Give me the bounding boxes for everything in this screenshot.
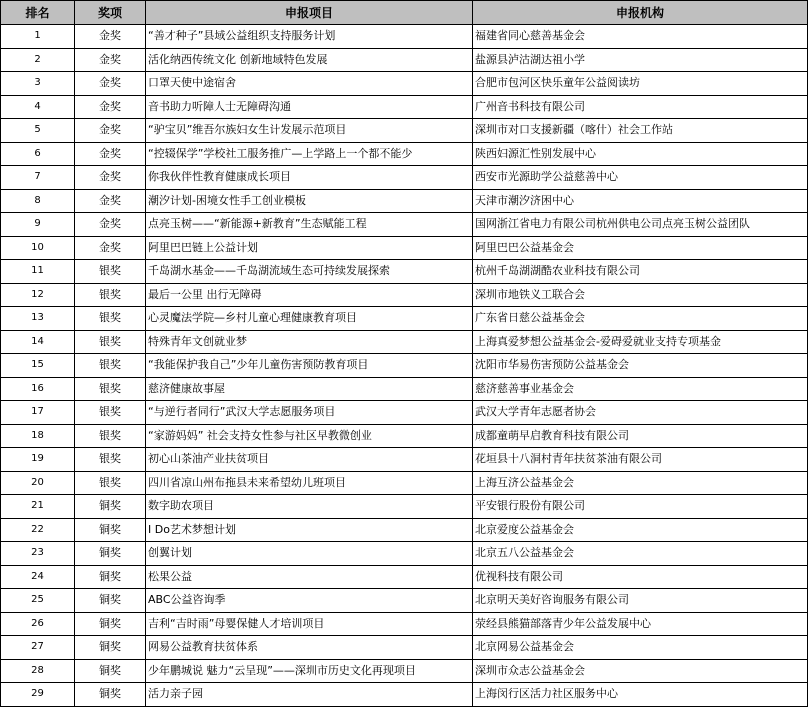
table-row: [1, 213, 808, 237]
award-cell: 铜奖: [75, 636, 146, 660]
award-cell: 铜奖: [75, 589, 146, 613]
rank-cell: 10: [1, 236, 75, 260]
project-cell: I Do艺术梦想计划: [146, 518, 473, 542]
table-row: [1, 330, 808, 354]
org-cell: 花垣县十八洞村青年扶贫茶油有限公司: [473, 448, 808, 472]
rank-cell: 21: [1, 495, 75, 519]
rank-cell: 9: [1, 213, 75, 237]
award-cell: 金奖: [75, 119, 146, 143]
award-cell: 金奖: [75, 95, 146, 119]
rank-cell: 1: [1, 25, 75, 49]
org-cell: 平安银行股份有限公司: [473, 495, 808, 519]
org-cell: 深圳市地铁义工联合会: [473, 283, 808, 307]
project-cell: 潮汐计划-困境女性手工创业模板: [146, 189, 473, 213]
award-cell: 银奖: [75, 377, 146, 401]
org-cell: 福建省同心慈善基金会: [473, 25, 808, 49]
table-row: [1, 25, 808, 49]
rank-cell: 22: [1, 518, 75, 542]
project-cell: 最后一公里 出行无障碍: [146, 283, 473, 307]
award-cell: 银奖: [75, 448, 146, 472]
header-row: [1, 1, 808, 25]
table-row: [1, 518, 808, 542]
table-row: [1, 542, 808, 566]
org-cell: 优视科技有限公司: [473, 565, 808, 589]
project-cell: 特殊青年文创就业梦: [146, 330, 473, 354]
rank-cell: 4: [1, 95, 75, 119]
rank-cell: 12: [1, 283, 75, 307]
org-cell: 北京爱度公益基金会: [473, 518, 808, 542]
org-cell: 合肥市包河区快乐童年公益阅读坊: [473, 72, 808, 96]
rank-cell: 13: [1, 307, 75, 331]
table-row: [1, 612, 808, 636]
rank-cell: 3: [1, 72, 75, 96]
table-row: [1, 424, 808, 448]
table-row: [1, 401, 808, 425]
rank-cell: 18: [1, 424, 75, 448]
rank-cell: 11: [1, 260, 75, 284]
rank-cell: 14: [1, 330, 75, 354]
project-cell: 音书助力听障人士无障碍沟通: [146, 95, 473, 119]
rank-cell: 27: [1, 636, 75, 660]
org-cell: 北京五八公益基金会: [473, 542, 808, 566]
org-cell: 深圳市对口支援新疆（喀什）社会工作站: [473, 119, 808, 143]
rank-cell: 16: [1, 377, 75, 401]
award-cell: 金奖: [75, 25, 146, 49]
award-cell: 铜奖: [75, 495, 146, 519]
org-cell: 杭州千岛湖湖酷农业科技有限公司: [473, 260, 808, 284]
project-cell: “驴宝贝”维吾尔族妇女生计发展示范项目: [146, 119, 473, 143]
award-cell: 银奖: [75, 471, 146, 495]
rank-cell: 19: [1, 448, 75, 472]
rank-cell: 17: [1, 401, 75, 425]
project-cell: “家游妈妈” 社会支持女性参与社区早教微创业: [146, 424, 473, 448]
project-cell: 少年鹏城说 魅力“云呈现”——深圳市历史文化再现项目: [146, 659, 473, 683]
award-cell: 金奖: [75, 236, 146, 260]
table-row: [1, 260, 808, 284]
rank-cell: 24: [1, 565, 75, 589]
table-row: [1, 565, 808, 589]
project-cell: 口罩天使中途宿舍: [146, 72, 473, 96]
project-cell: 点亮玉树——“新能源+新教育”生态赋能工程: [146, 213, 473, 237]
table-row: [1, 142, 808, 166]
award-cell: 金奖: [75, 166, 146, 190]
award-cell: 金奖: [75, 189, 146, 213]
table-row: [1, 283, 808, 307]
header-org: 申报机构: [473, 1, 808, 25]
award-cell: 铜奖: [75, 683, 146, 707]
project-cell: 数字助农项目: [146, 495, 473, 519]
project-cell: “与逆行者同行”武汉大学志愿服务项目: [146, 401, 473, 425]
org-cell: 广东省日慈公益基金会: [473, 307, 808, 331]
org-cell: 广州音书科技有限公司: [473, 95, 808, 119]
org-cell: 上海真爱梦想公益基金会-爱碍爱就业支持专项基金: [473, 330, 808, 354]
project-cell: 初心山茶油产业扶贫项目: [146, 448, 473, 472]
award-cell: 金奖: [75, 72, 146, 96]
table-row: [1, 683, 808, 707]
rank-cell: 26: [1, 612, 75, 636]
award-cell: 金奖: [75, 213, 146, 237]
project-cell: 松果公益: [146, 565, 473, 589]
rank-cell: 8: [1, 189, 75, 213]
org-cell: 荥经县熊猫部落青少年公益发展中心: [473, 612, 808, 636]
project-cell: 阿里巴巴链上公益计划: [146, 236, 473, 260]
org-cell: 北京明天美好咨询服务有限公司: [473, 589, 808, 613]
award-cell: 铜奖: [75, 542, 146, 566]
table-row: [1, 72, 808, 96]
award-cell: 银奖: [75, 330, 146, 354]
award-cell: 银奖: [75, 401, 146, 425]
table-row: [1, 48, 808, 72]
rank-cell: 15: [1, 354, 75, 378]
table-row: [1, 448, 808, 472]
org-cell: 阿里巴巴公益基金会: [473, 236, 808, 260]
org-cell: 天津市潮汐济困中心: [473, 189, 808, 213]
org-cell: 上海闵行区活力社区服务中心: [473, 683, 808, 707]
project-cell: “我能保护我自己”少年儿童伤害预防教育项目: [146, 354, 473, 378]
award-cell: 铜奖: [75, 612, 146, 636]
project-cell: “善才种子”县域公益组织支持服务计划: [146, 25, 473, 49]
project-cell: 千岛湖水基金——千岛湖流域生态可持续发展探索: [146, 260, 473, 284]
project-cell: 四川省凉山州布拖县未来希望幼儿班项目: [146, 471, 473, 495]
table-row: [1, 166, 808, 190]
award-cell: 铜奖: [75, 565, 146, 589]
org-cell: 沈阳市华易伤害预防公益基金会: [473, 354, 808, 378]
rank-cell: 7: [1, 166, 75, 190]
project-cell: ABC公益咨询季: [146, 589, 473, 613]
org-cell: 西安市光源助学公益慈善中心: [473, 166, 808, 190]
award-cell: 银奖: [75, 354, 146, 378]
award-cell: 金奖: [75, 48, 146, 72]
award-cell: 银奖: [75, 260, 146, 284]
award-cell: 银奖: [75, 283, 146, 307]
table-row: [1, 189, 808, 213]
table-row: [1, 589, 808, 613]
project-cell: 你我伙伴性教育健康成长项目: [146, 166, 473, 190]
award-cell: 金奖: [75, 142, 146, 166]
rank-cell: 29: [1, 683, 75, 707]
table-row: [1, 236, 808, 260]
org-cell: 上海互济公益基金会: [473, 471, 808, 495]
project-cell: 心灵魔法学院—乡村儿童心理健康教育项目: [146, 307, 473, 331]
rank-cell: 28: [1, 659, 75, 683]
rank-cell: 2: [1, 48, 75, 72]
award-cell: 铜奖: [75, 659, 146, 683]
org-cell: 慈济慈善事业基金会: [473, 377, 808, 401]
header-rank: 排名: [1, 1, 75, 25]
org-cell: 成都童萌早启教育科技有限公司: [473, 424, 808, 448]
award-cell: 银奖: [75, 424, 146, 448]
project-cell: “控辍保学”学校社工服务推广—上学路上一个都不能少: [146, 142, 473, 166]
award-cell: 铜奖: [75, 518, 146, 542]
table-row: [1, 354, 808, 378]
project-cell: 活力亲子园: [146, 683, 473, 707]
org-cell: 国网浙江省电力有限公司杭州供电公司点亮玉树公益团队: [473, 213, 808, 237]
rank-cell: 23: [1, 542, 75, 566]
award-cell: 银奖: [75, 307, 146, 331]
table-row: [1, 377, 808, 401]
project-cell: 活化纳西传统文化 创新地域特色发展: [146, 48, 473, 72]
table-row: [1, 119, 808, 143]
header-project: 申报项目: [146, 1, 473, 25]
table-row: [1, 307, 808, 331]
table-row: [1, 659, 808, 683]
rank-cell: 6: [1, 142, 75, 166]
project-cell: 创翼计划: [146, 542, 473, 566]
table-row: [1, 495, 808, 519]
org-cell: 北京网易公益基金会: [473, 636, 808, 660]
rank-cell: 25: [1, 589, 75, 613]
table-row: [1, 636, 808, 660]
project-cell: 慈济健康故事屋: [146, 377, 473, 401]
org-cell: 盐源县泸沽湖达祖小学: [473, 48, 808, 72]
header-award: 奖项: [75, 1, 146, 25]
org-cell: 深圳市众志公益基金会: [473, 659, 808, 683]
table-body: [1, 25, 808, 707]
org-cell: 武汉大学青年志愿者协会: [473, 401, 808, 425]
project-cell: 网易公益教育扶贫体系: [146, 636, 473, 660]
rank-cell: 20: [1, 471, 75, 495]
table-row: [1, 471, 808, 495]
table-row: [1, 95, 808, 119]
rank-cell: 5: [1, 119, 75, 143]
project-cell: 吉利“吉时雨”母婴保健人才培训项目: [146, 612, 473, 636]
org-cell: 陕西妇源汇性别发展中心: [473, 142, 808, 166]
